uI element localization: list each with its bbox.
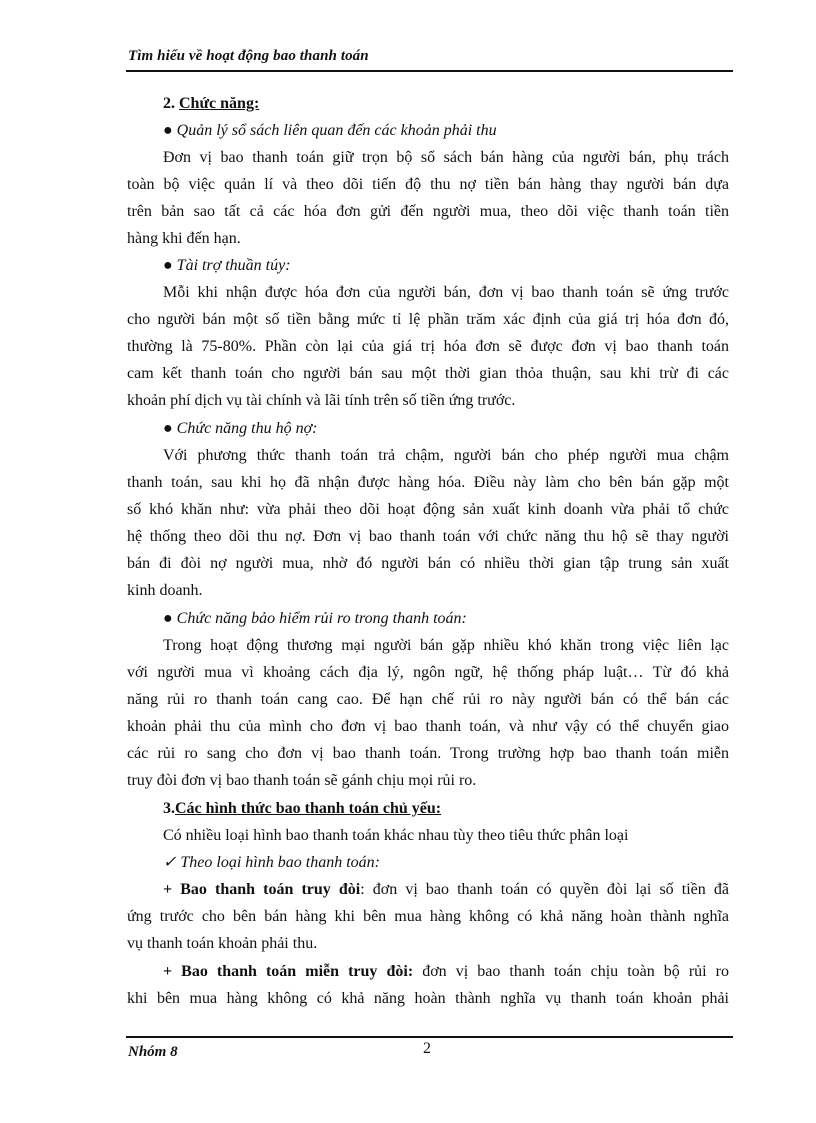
paragraph-line: kinh doanh. bbox=[127, 582, 203, 599]
bullet-dot-icon: ● bbox=[163, 420, 177, 437]
paragraph-line: Mỗi khi nhận được hóa đơn của người bán, đơn vị bao thanh toán sẽ ứng trước bbox=[163, 284, 729, 301]
header-rule bbox=[126, 70, 733, 72]
section-heading bbox=[163, 94, 259, 114]
running-header-title: Tìm hiểu về hoạt động bao thanh toán bbox=[128, 48, 369, 64]
bullet-title: Chức năng thu hộ nợ: bbox=[176, 420, 318, 437]
bullet-heading bbox=[163, 419, 317, 439]
definition-line bbox=[163, 880, 729, 900]
paragraph-line: Đơn vị bao thanh toán giữ trọn bộ sổ sách bán hàng của người bán, phụ trách bbox=[163, 149, 729, 166]
section-title: Chức năng: bbox=[179, 95, 260, 112]
paragraph-line: ứng trước cho bên bán hàng khi bên mua hàng không có khả năng hoàn thành nghĩa bbox=[127, 908, 729, 925]
paragraph-line: truy đòi đơn vị bao thanh toán sẽ gánh chịu mọi rủi ro. bbox=[127, 772, 477, 789]
section-heading bbox=[163, 799, 441, 819]
paragraph-line: bán đi đòi nợ người mua, nhờ đó người bán có nhiều thời gian tập trung sản xuất bbox=[127, 555, 729, 572]
footer-rule bbox=[126, 1036, 733, 1038]
page-number: 2 bbox=[423, 1040, 431, 1057]
paragraph-line: khoản phí dịch vụ tài chính và lãi tính trên số tiền ứng trước. bbox=[127, 392, 516, 409]
bullet-heading bbox=[163, 256, 291, 276]
checklist-heading bbox=[163, 853, 380, 873]
bullet-heading bbox=[163, 121, 497, 141]
bullet-heading bbox=[163, 609, 467, 629]
term-non-recourse: + Bao thanh toán miễn truy đòi: bbox=[163, 963, 414, 980]
paragraph-line: số khó khăn như: vừa phải theo dõi hoạt động sản xuất kinh doanh vừa phải tổ chức bbox=[127, 501, 729, 518]
definition-text: đơn vị bao thanh toán chịu toàn bộ rủi ro bbox=[413, 963, 730, 980]
definition-line bbox=[163, 962, 729, 982]
paragraph-line: trên bản sao tất cả các hóa đơn gửi đến người mua, theo dõi việc thanh toán tiền bbox=[127, 203, 729, 220]
definition-text: : đơn vị bao thanh toán có quyền đòi lại số tiền đã bbox=[360, 881, 729, 898]
bullet-title: Tài trợ thuần túy: bbox=[176, 257, 291, 274]
paragraph-line: khi bên mua hàng không có khả năng hoàn thành nghĩa vụ thanh toán khoản phải bbox=[127, 990, 729, 1007]
paragraph-line: vụ thanh toán khoản phải thu. bbox=[127, 935, 318, 952]
bullet-dot-icon: ● bbox=[163, 610, 177, 627]
bullet-dot-icon: ● bbox=[163, 122, 177, 139]
paragraph-line: thường là 75-80%. Phần còn lại của giá trị hóa đơn sẽ được đơn vị bao thanh toán bbox=[127, 338, 729, 355]
term-recourse: + Bao thanh toán truy đòi bbox=[163, 881, 361, 898]
paragraph-line: các rủi ro sang cho đơn vị bao thanh toán. Trong trường hợp bao thanh toán miễn bbox=[127, 745, 729, 762]
paragraph-line: thanh toán, sau khi họ đã nhận được hàng hóa. Điều này làm cho bên bán gặp một bbox=[127, 474, 729, 491]
paragraph-line: cho người bán một số tiền bằng mức tỉ lệ phần trăm xác định của giá trị hóa đơn đó, bbox=[127, 311, 729, 328]
bullet-dot-icon: ● bbox=[163, 257, 177, 274]
bullet-title: Chức năng bảo hiểm rủi ro trong thanh toán: bbox=[176, 610, 467, 627]
section-number: 3. bbox=[163, 800, 175, 817]
footer-group-name: Nhóm 8 bbox=[128, 1044, 178, 1060]
paragraph-line: hệ thống theo dõi thu nợ. Đơn vị bao thanh toán với chức năng thu hộ sẽ thay người bbox=[127, 528, 729, 545]
section-number: 2. bbox=[163, 95, 179, 112]
paragraph-line: Với phương thức thanh toán trả chậm, người bán cho phép người mua chậm bbox=[163, 447, 729, 464]
paragraph-line: Trong hoạt động thương mại người bán gặp nhiều khó khăn trong việc liên lạc bbox=[163, 637, 729, 654]
checkmark-icon: ✓ bbox=[163, 854, 181, 871]
paragraph-line: khoản phải thu của mình cho đơn vị bao thanh toán, và như vậy có thể chuyển giao bbox=[127, 718, 729, 735]
paragraph-line: hàng khi đến hạn. bbox=[127, 230, 241, 247]
bullet-title: Quản lý sổ sách liên quan đến các khoản phải thu bbox=[176, 122, 497, 139]
paragraph-line: cam kết thanh toán cho người bán sau một thời gian thỏa thuận, sau khi trừ đi các bbox=[127, 365, 729, 382]
paragraph-line: toàn bộ việc quản lí và theo dõi tiến độ thu nợ tiền bán hàng thay người bán dựa bbox=[127, 176, 729, 193]
paragraph-line: năng rủi ro thanh toán cang cao. Để hạn chế rủi ro này người bán có thể bán các bbox=[127, 691, 729, 708]
paragraph-line: với người mua vì khoảng cách địa lý, ngôn ngữ, hệ thống pháp luật… Từ đó khả bbox=[127, 664, 729, 681]
section-title: Các hình thức bao thanh toán chủ yếu: bbox=[175, 800, 442, 817]
checklist-title: Theo loại hình bao thanh toán: bbox=[180, 854, 380, 871]
paragraph-line: Có nhiều loại hình bao thanh toán khác nhau tùy theo tiêu thức phân loại bbox=[163, 827, 629, 844]
